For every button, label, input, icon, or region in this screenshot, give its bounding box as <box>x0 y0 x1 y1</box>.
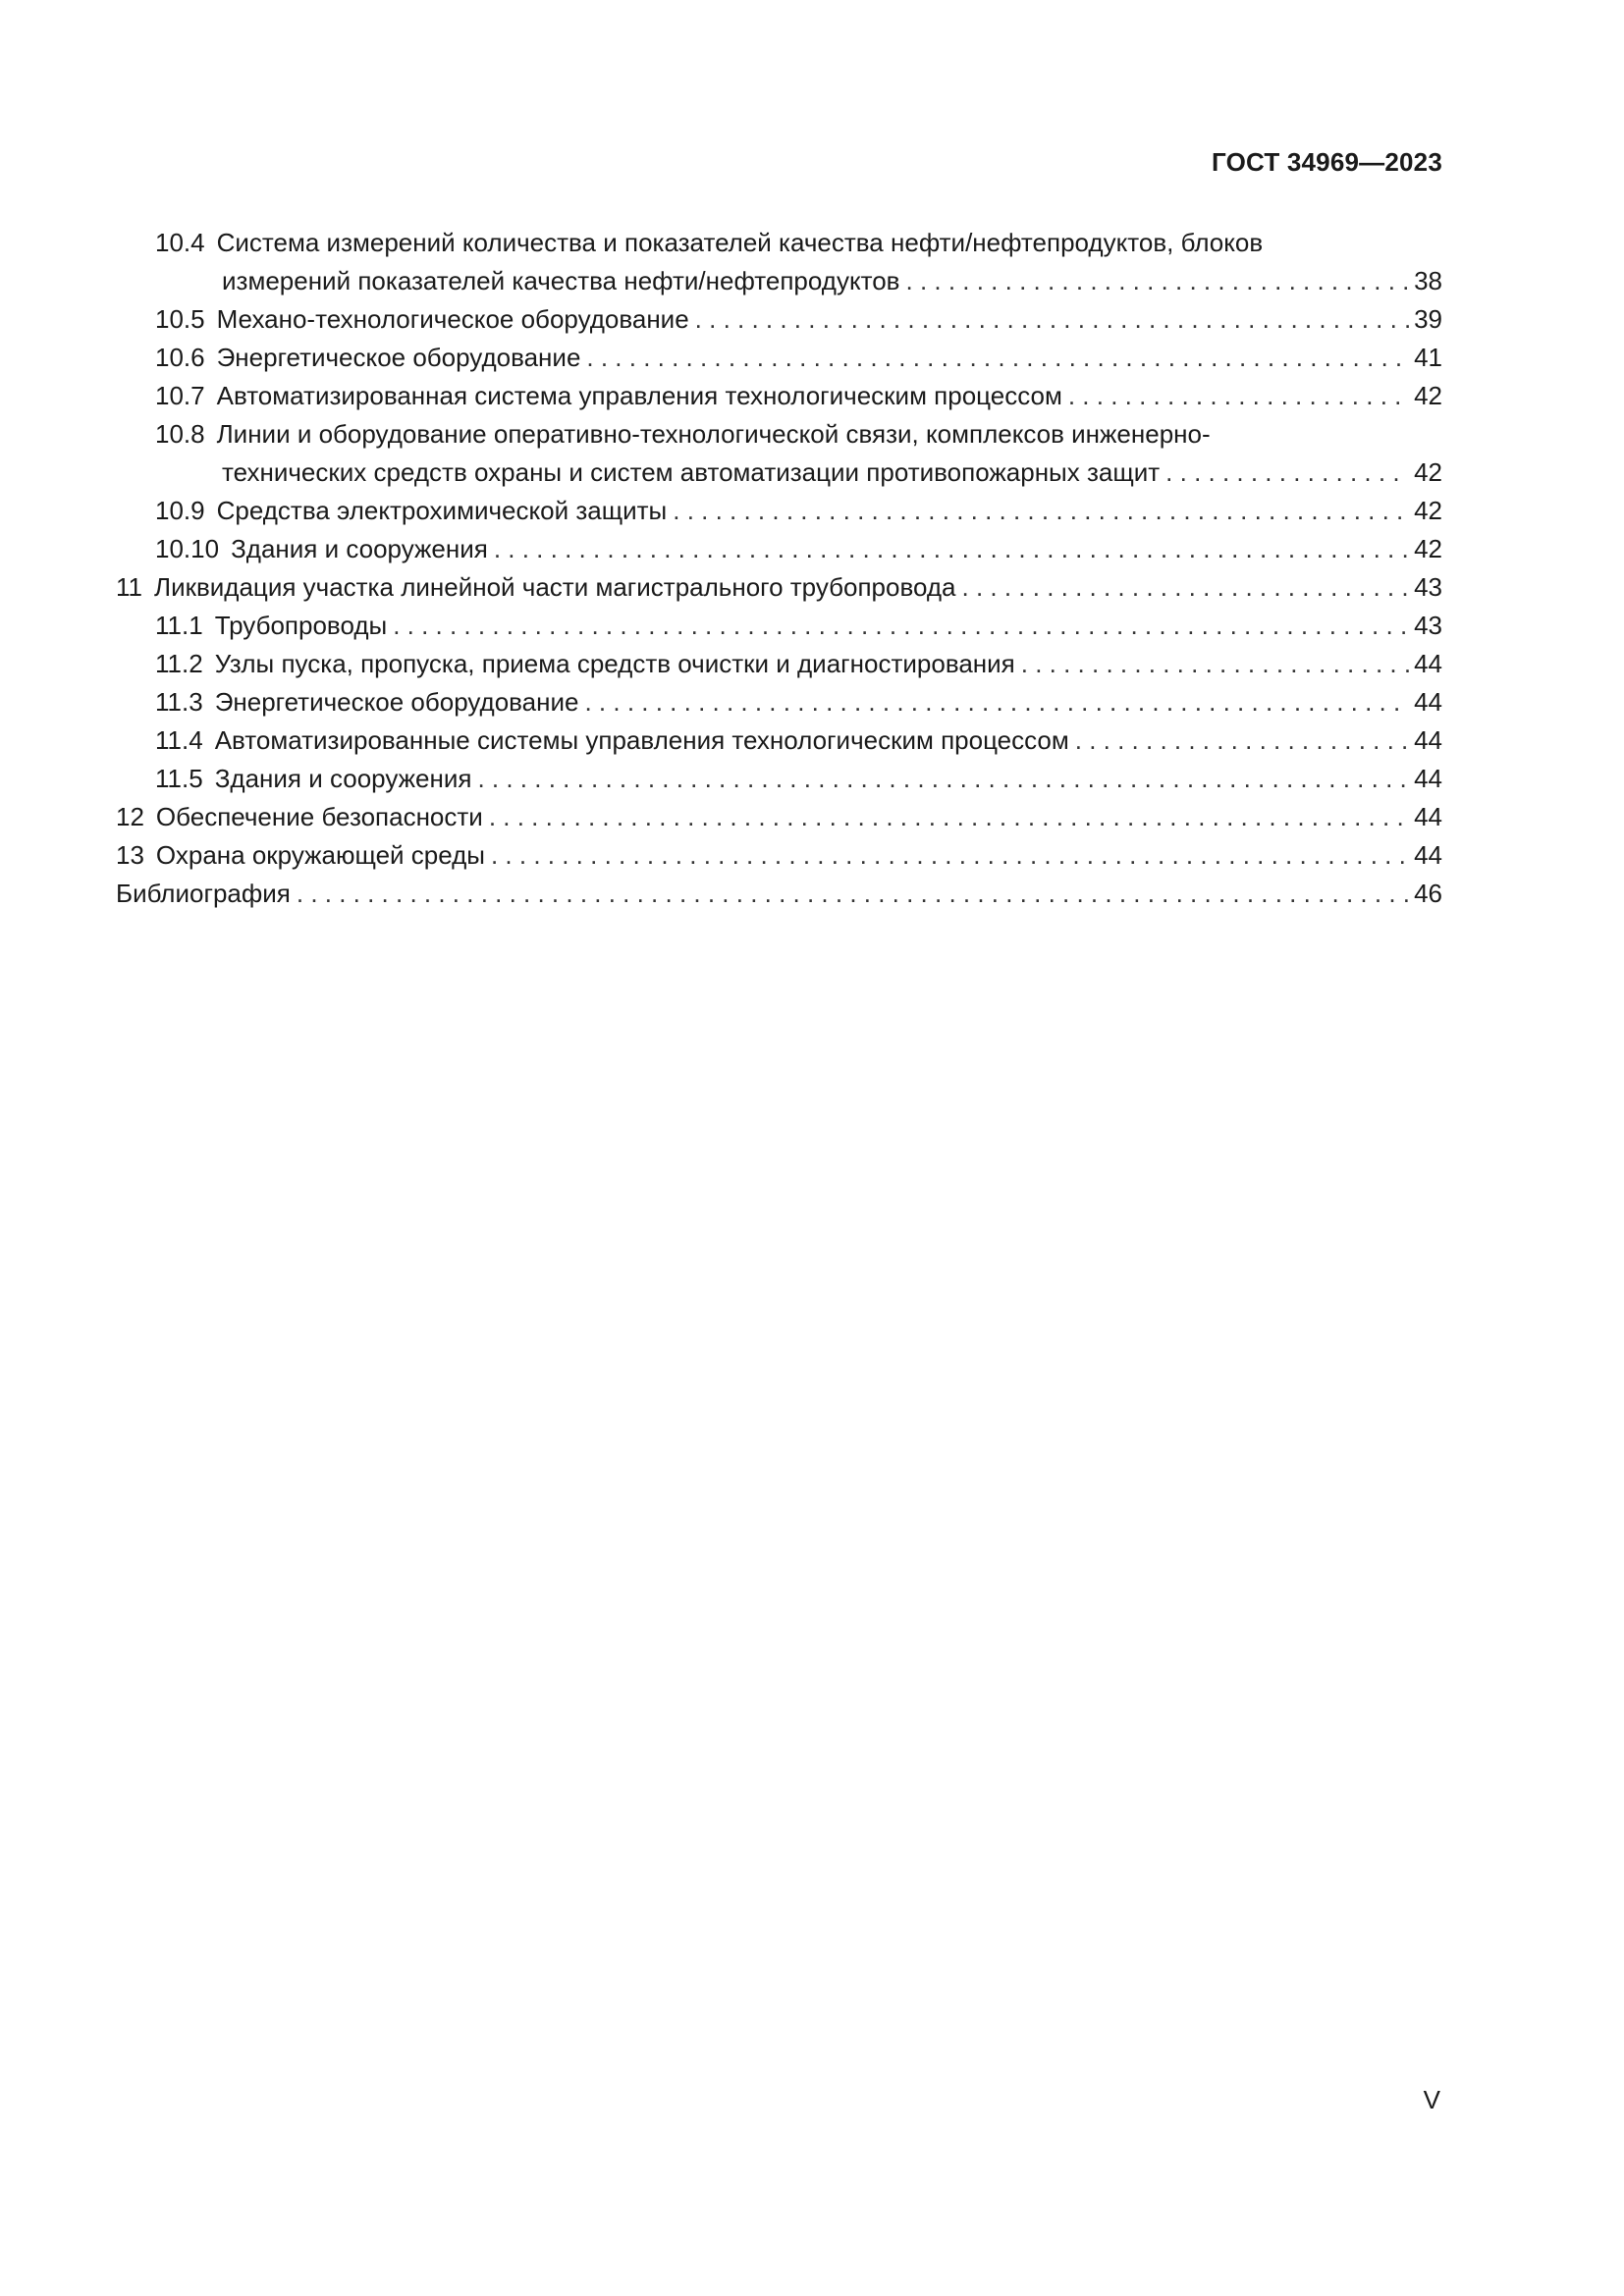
toc-entry-bibliography[interactable] <box>116 875 1442 913</box>
toc-entry-title: Средства электрохимической защиты <box>216 496 668 525</box>
toc-entry-title: Трубопроводы <box>214 611 388 640</box>
toc-entry-page: 41 <box>1414 343 1442 372</box>
toc-entry-10-8[interactable] <box>116 415 1442 492</box>
toc-entry-13[interactable] <box>116 836 1442 875</box>
toc-entry-number: 10.5 <box>155 304 205 334</box>
toc-entry-number: 11.5 <box>155 764 203 793</box>
toc-entry-page: 42 <box>1414 496 1442 525</box>
dot-leader <box>584 683 1409 721</box>
dot-leader <box>1021 645 1409 683</box>
toc-entry-page: 39 <box>1414 304 1442 334</box>
toc-entry-title: Линии и оборудование оперативно-технологической связи, комплексов инженерно- <box>216 419 1211 449</box>
toc-entry-title: Обеспечение безопасности <box>155 802 483 831</box>
toc-entry-title: Библиография <box>116 879 291 908</box>
toc-entry-title: Автоматизированные системы управления технологическим процессом <box>214 725 1069 755</box>
toc-entry-number: 10.4 <box>155 228 205 257</box>
toc-entry-number: 12 <box>116 802 144 831</box>
dot-leader <box>297 875 1409 913</box>
toc-entry-10-4[interactable] <box>116 224 1442 300</box>
toc-entry-title: Энергетическое оборудование <box>216 343 581 372</box>
toc-entry-page: 44 <box>1414 725 1442 755</box>
toc-entry-11-2[interactable] <box>116 645 1442 683</box>
toc-entry-title: Охрана окружающей среды <box>155 840 485 870</box>
toc-entry-number: 10.10 <box>155 534 220 563</box>
toc-entry-page: 42 <box>1414 457 1442 487</box>
toc-entry-title: Узлы пуска, пропуска, приема средств очистки и диагностирования <box>214 649 1015 678</box>
toc-entry-10-10[interactable] <box>116 530 1442 568</box>
toc-entry-number: 11.3 <box>155 687 203 717</box>
dot-leader <box>477 760 1409 798</box>
page-number: V <box>1423 2085 1440 2114</box>
toc-entry-12[interactable] <box>116 798 1442 836</box>
toc-entry-11-5[interactable] <box>116 760 1442 798</box>
dot-leader <box>1165 454 1409 492</box>
toc-entry-number: 10.8 <box>155 419 205 449</box>
toc-entry-page: 44 <box>1414 687 1442 717</box>
toc-entry-page: 44 <box>1414 764 1442 793</box>
toc-entry-title-continued: измерений показателей качества нефти/нефтепродуктов <box>222 266 900 295</box>
toc-entry-11-1[interactable] <box>116 607 1442 645</box>
toc-entry-page: 42 <box>1414 534 1442 563</box>
toc-entry-title: Ликвидация участка линейной части магистрального трубопровода <box>154 572 956 602</box>
table-of-contents <box>116 224 1442 913</box>
toc-entry-title: Механо-технологическое оборудование <box>216 304 689 334</box>
toc-entry-10-5[interactable] <box>116 300 1442 339</box>
toc-entry-10-9[interactable] <box>116 492 1442 530</box>
toc-entry-number: 11.2 <box>155 649 203 678</box>
toc-entry-page: 44 <box>1414 802 1442 831</box>
toc-entry-number: 10.7 <box>155 381 205 410</box>
toc-entry-page: 46 <box>1414 879 1442 908</box>
toc-entry-page: 43 <box>1414 572 1442 602</box>
dot-leader <box>489 798 1409 836</box>
dot-leader <box>494 530 1409 568</box>
toc-entry-number: 13 <box>116 840 144 870</box>
toc-entry-title: Автоматизированная система управления технологическим процессом <box>216 381 1062 410</box>
toc-entry-page: 44 <box>1414 840 1442 870</box>
document-code-header: ГОСТ 34969—2023 <box>1212 147 1442 177</box>
dot-leader <box>673 492 1409 530</box>
dot-leader <box>906 262 1410 300</box>
toc-entry-title: Здания и сооружения <box>214 764 472 793</box>
toc-entry-title-continued: технических средств охраны и систем автоматизации противопожарных защит <box>222 457 1161 487</box>
toc-entry-number: 11 <box>116 572 142 602</box>
toc-entry-number: 10.6 <box>155 343 205 372</box>
toc-entry-page: 43 <box>1414 611 1442 640</box>
toc-entry-10-7[interactable] <box>116 377 1442 415</box>
toc-entry-11[interactable] <box>116 568 1442 607</box>
dot-leader <box>1075 721 1409 760</box>
dot-leader <box>695 300 1409 339</box>
dot-leader <box>491 836 1409 875</box>
toc-entry-10-6[interactable] <box>116 339 1442 377</box>
toc-entry-title: Энергетическое оборудование <box>214 687 579 717</box>
dot-leader <box>962 568 1409 607</box>
toc-entry-title: Система измерений количества и показателей качества нефти/нефтепродуктов, блоков <box>216 228 1264 257</box>
toc-entry-page: 44 <box>1414 649 1442 678</box>
toc-entry-page: 42 <box>1414 381 1442 410</box>
dot-leader <box>393 607 1409 645</box>
dot-leader <box>1068 377 1409 415</box>
toc-entry-number: 10.9 <box>155 496 205 525</box>
toc-entry-11-3[interactable] <box>116 683 1442 721</box>
toc-entry-number: 11.1 <box>155 611 203 640</box>
toc-entry-page: 38 <box>1414 266 1442 295</box>
toc-entry-title: Здания и сооружения <box>231 534 488 563</box>
dot-leader <box>586 339 1409 377</box>
toc-entry-11-4[interactable] <box>116 721 1442 760</box>
toc-entry-number: 11.4 <box>155 725 203 755</box>
